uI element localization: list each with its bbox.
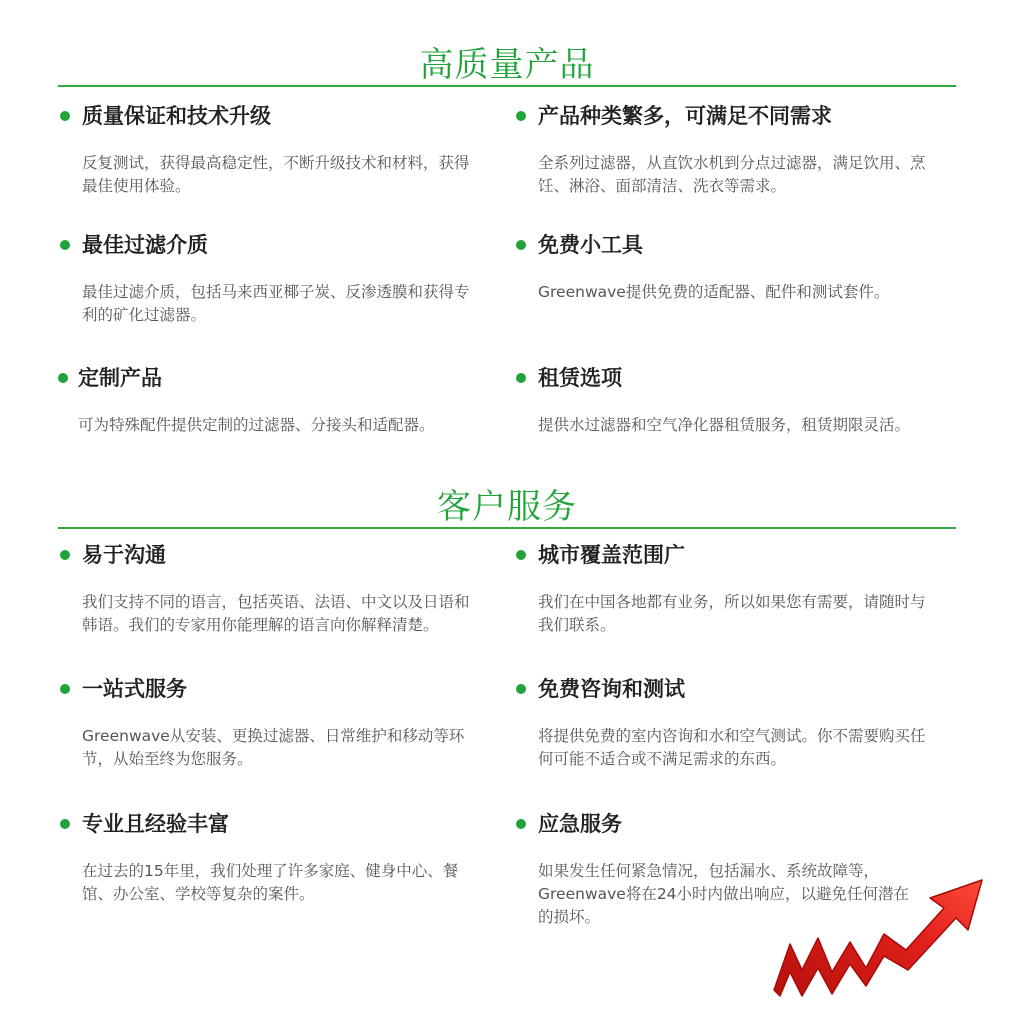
section-divider: [58, 527, 956, 529]
feature-heading: 应急服务: [538, 812, 622, 836]
bullet-dot-icon: [60, 819, 70, 829]
feature-heading: 城市覆盖范围广: [538, 543, 685, 567]
feature-heading: 免费小工具: [538, 233, 643, 257]
bullet-dot-icon: [58, 373, 68, 383]
feature-description: 将提供免费的室内咨询和水和空气测试。你不需要购买任何可能不适合或不满足需求的东西。: [538, 727, 926, 768]
section-divider: [58, 85, 956, 87]
feature-heading: 质量保证和技术升级: [82, 104, 271, 128]
bullet-dot-icon: [60, 684, 70, 694]
feature-heading: 易于沟通: [82, 543, 166, 567]
feature-description: 我们在中国各地都有业务，所以如果您有需要，请随时与我们联系。: [538, 593, 926, 634]
feature-heading: 最佳过滤介质: [82, 233, 208, 257]
feature-description: 全系列过滤器，从直饮水机到分点过滤器，满足饮用、烹饪、淋浴、面部清洁、洗衣等需求。: [538, 154, 926, 195]
feature-description: 反复测试，获得最高稳定性，不断升级技术和材料，获得最佳使用体验。: [82, 154, 470, 195]
section-header-quality: [58, 47, 956, 87]
feature-heading: 租赁选项: [538, 366, 622, 390]
bullet-dot-icon: [60, 550, 70, 560]
section-title: 客户服务: [437, 487, 577, 527]
bullet-dot-icon: [516, 111, 526, 121]
rising-arrow-icon: [768, 872, 988, 1002]
bullet-dot-icon: [60, 240, 70, 250]
feature-description: 可为特殊配件提供定制的过滤器、分接头和适配器。: [78, 416, 435, 434]
feature-heading: 产品种类繁多，可满足不同需求: [538, 104, 832, 128]
section-header-service: [58, 489, 956, 529]
bullet-dot-icon: [516, 373, 526, 383]
feature-description: 如果发生任何紧急情况，包括漏水、系统故障等，Greenwave将在24小时内做出响应，以避免任何潜在的损坏。: [538, 862, 910, 926]
feature-heading: 免费咨询和测试: [538, 677, 685, 701]
feature-description: 提供水过滤器和空气净化器租赁服务，租赁期限灵活。: [538, 416, 911, 434]
feature-description: 我们支持不同的语言，包括英语、法语、中文以及日语和韩语。我们的专家用你能理解的语言向你解释清楚。: [82, 593, 470, 634]
feature-heading: 定制产品: [78, 366, 162, 390]
bullet-dot-icon: [516, 550, 526, 560]
feature-description: Greenwave提供免费的适配器、配件和测试套件。: [538, 283, 890, 301]
bullet-dot-icon: [516, 240, 526, 250]
bullet-dot-icon: [516, 684, 526, 694]
feature-description: 在过去的15年里，我们处理了许多家庭、健身中心、餐馆、办公室、学校等复杂的案件。: [82, 862, 459, 903]
bullet-dot-icon: [60, 111, 70, 121]
bullet-dot-icon: [516, 819, 526, 829]
feature-heading: 一站式服务: [82, 677, 187, 701]
feature-description: 最佳过滤介质，包括马来西亚椰子炭、反渗透膜和获得专利的矿化过滤器。: [82, 283, 470, 324]
section-title: 高质量产品: [419, 45, 595, 85]
feature-heading: 专业且经验丰富: [82, 812, 229, 836]
feature-description: Greenwave从安装、更换过滤器、日常维护和移动等环节，从始至终为您服务。: [82, 727, 465, 768]
